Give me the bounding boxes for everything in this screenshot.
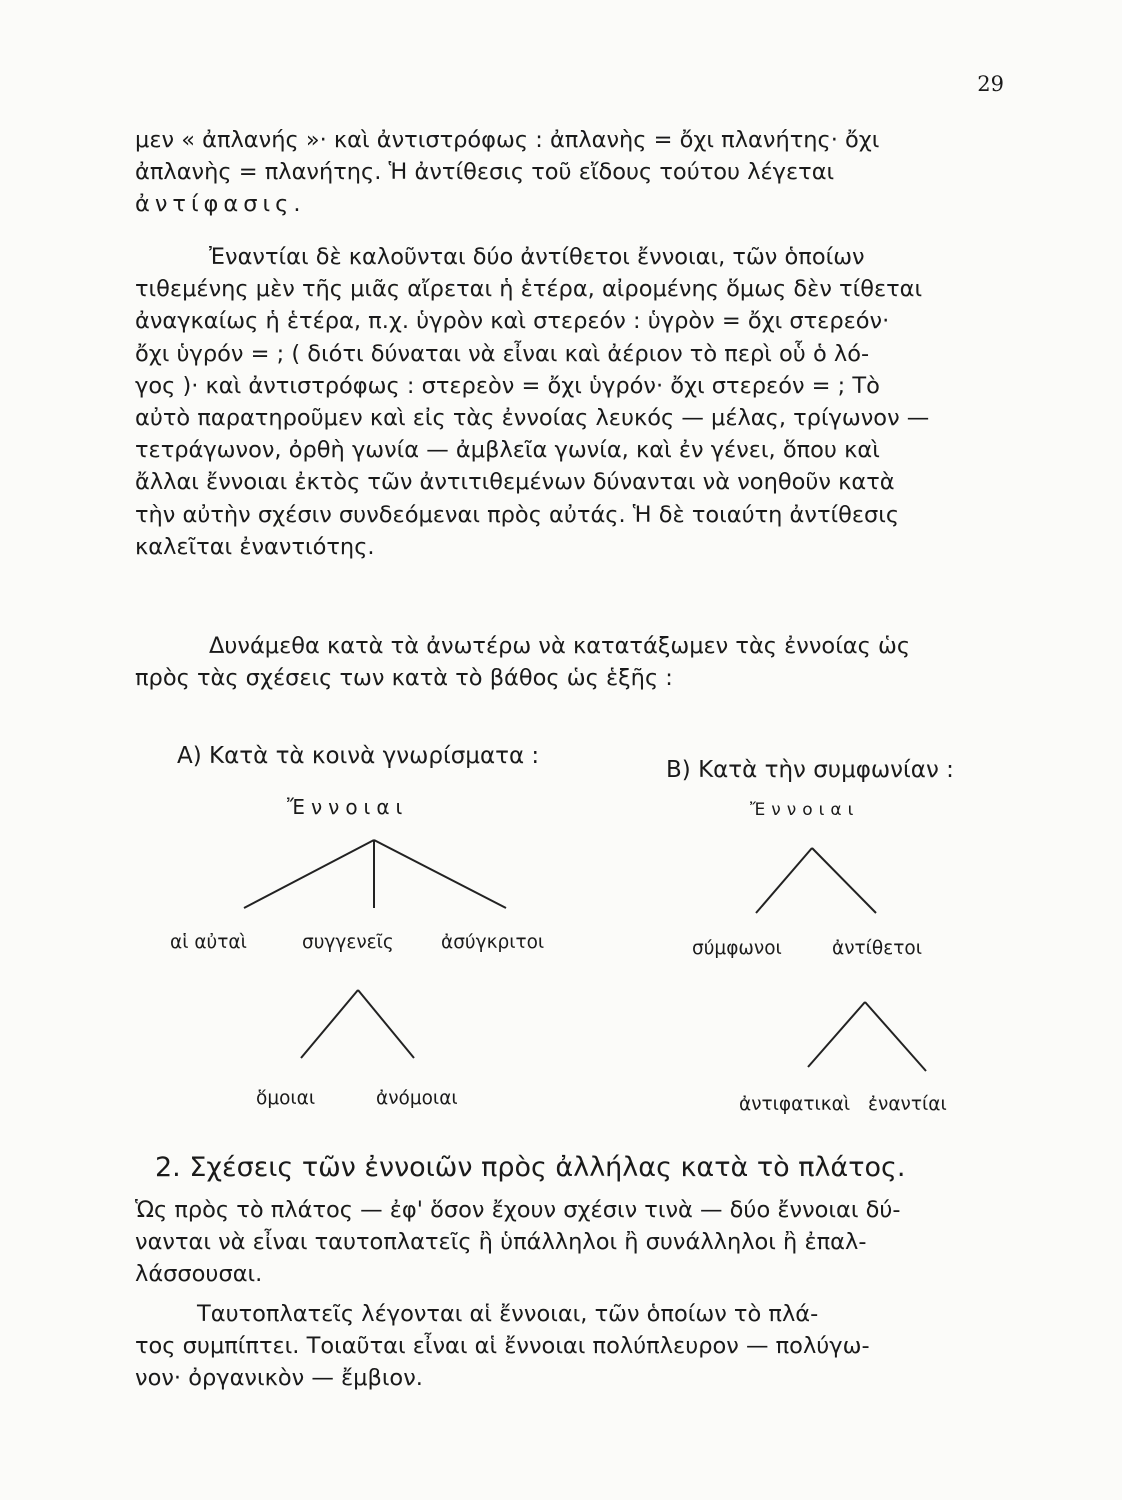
text-line: Ὡς πρὸς τὸ πλάτος — ἐφ' ὅσον ἔχουν σχέσιν τινὰ — δύο ἔννοιαι δύ- bbox=[135, 1197, 901, 1223]
tree-b-root: Ἔννοιαι bbox=[750, 800, 860, 820]
tree-b-node-concordant: σύμφωνοι bbox=[692, 938, 782, 959]
text-line: νανται νὰ εἶναι ταυτοπλατεῖς ἢ ὑπάλληλοι ἢ συνάλληλοι ἢ ἐπαλ- bbox=[135, 1229, 867, 1256]
tree-edge bbox=[808, 1002, 865, 1067]
text-line: ἀναγκαίως ἡ ἑτέρα, π.χ. ὑγρὸν καὶ στερεόν : ὑγρὸν = ὄχι στερεόν· bbox=[135, 308, 890, 335]
text-line: ἄλλαι ἔννοιαι ἐκτὸς τῶν ἀντιτιθεμένων δύνανται νὰ νοηθοῦν κατὰ bbox=[135, 469, 895, 496]
text-line: τετράγωνον, ὀρθὴ γωνία — ἀμβλεῖα γωνία, καὶ ἐν γένει, ὅπου καὶ bbox=[135, 437, 880, 464]
text-line: Ταυτοπλατεῖς λέγονται αἱ ἔννοιαι, τῶν ὁποίων τὸ πλά- bbox=[197, 1301, 819, 1327]
text-line: τιθεμένης μὲν τῆς μιᾶς αἴρεται ἡ ἑτέρα, αἰρομένης ὅμως δὲν τίθεται bbox=[135, 276, 923, 303]
tree-edge bbox=[301, 990, 358, 1058]
text-line: ὄχι ὑγρόν = ; ( διότι δύναται νὰ εἶναι καὶ ἀέριον τὸ περὶ οὗ ὁ λό- bbox=[135, 340, 870, 367]
text-line: Ἐναντίαι δὲ καλοῦνται δύο ἀντίθετοι ἔννοιαι, τῶν ὁποίων bbox=[209, 244, 865, 270]
text-line: γος )· καὶ ἀντιστρόφως : στερεὸν = ὄχι ὑγρόν· ὄχι στερεόν = ; Τὸ bbox=[135, 372, 880, 399]
tree-edge bbox=[865, 1002, 926, 1071]
text-line: νον· ὀργανικὸν — ἔμβιον. bbox=[135, 1365, 423, 1392]
tree-a-node-incomparable: ἀσύγκριτοι bbox=[441, 932, 545, 953]
tree-a-node-same: αἱ αὐταὶ bbox=[170, 932, 247, 953]
paragraph-breadth bbox=[135, 1194, 1003, 1291]
tree-edge bbox=[812, 848, 876, 913]
tree-edge bbox=[756, 848, 812, 913]
text-line: λάσσουσαι. bbox=[135, 1261, 263, 1288]
text-line: καλεῖται ἐναντιότης. bbox=[135, 533, 375, 560]
page-number: 29 bbox=[977, 72, 1004, 96]
text-line: τος συμπίπτει. Τοιαῦται εἶναι αἱ ἔννοιαι πολύπλευρον — πολύγω- bbox=[135, 1333, 870, 1360]
text-line: τὴν αὐτὴν σχέσιν συνδεόμεναι πρὸς αὐτάς. Ἡ δὲ τοιαύτη ἀντίθεσις bbox=[135, 501, 900, 528]
tree-a-node-dissimilar: ἀνόμοιαι bbox=[376, 1088, 458, 1109]
tree-a-root: Ἔννοιαι bbox=[287, 795, 409, 819]
tree-a-node-related: συγγενεῖς bbox=[302, 932, 394, 953]
tree-b-node-opposite: ἀντίθετοι bbox=[832, 938, 922, 959]
diagram-a-heading: A) Κατὰ τὰ κοινὰ γνωρίσματα : bbox=[177, 743, 540, 769]
tree-a-node-similar: ὅμοιαι bbox=[256, 1088, 316, 1109]
tree-b-node-contrary: ἐναντίαι bbox=[868, 1094, 947, 1115]
tree-edge bbox=[358, 990, 414, 1058]
term-antiphasis: ἀντίφασις. bbox=[135, 191, 306, 218]
tree-b-node-contradictory: ἀντιφατικαὶ bbox=[739, 1094, 851, 1115]
section-title: 2. Σχέσεις τῶν ἐννοιῶν πρὸς ἀλλήλας κατὰ τὸ πλάτος. bbox=[155, 1152, 906, 1183]
tree-b-lines bbox=[756, 848, 926, 1071]
text-line: μεν « ἀπλανής »· καὶ ἀντιστρόφως : ἀπλανὴς = ὄχι πλανήτης· ὄχι bbox=[135, 127, 880, 153]
tree-edge bbox=[374, 840, 506, 908]
tree-edge bbox=[244, 840, 374, 908]
paragraph-coextensive bbox=[135, 1298, 1003, 1395]
text-line: ἀπλανὴς = πλανήτης. Ἡ ἀντίθεσις τοῦ εἴδους τούτου λέγεται bbox=[135, 159, 835, 186]
text-line: Δυνάμεθα κατὰ τὰ ἀνωτέρω νὰ κατατάξωμεν τὰς ἐννοίας ὡς bbox=[209, 633, 911, 659]
diagram-b-heading: B) Κατὰ τὴν συμφωνίαν : bbox=[666, 757, 954, 783]
text-line: αὐτὸ παρατηροῦμεν καὶ εἰς τὰς ἐννοίας λευκός — μέλας, τρίγωνον — bbox=[135, 405, 930, 432]
text-line: πρὸς τὰς σχέσεις των κατὰ τὸ βάθος ὡς ἑξῆς : bbox=[135, 665, 673, 692]
